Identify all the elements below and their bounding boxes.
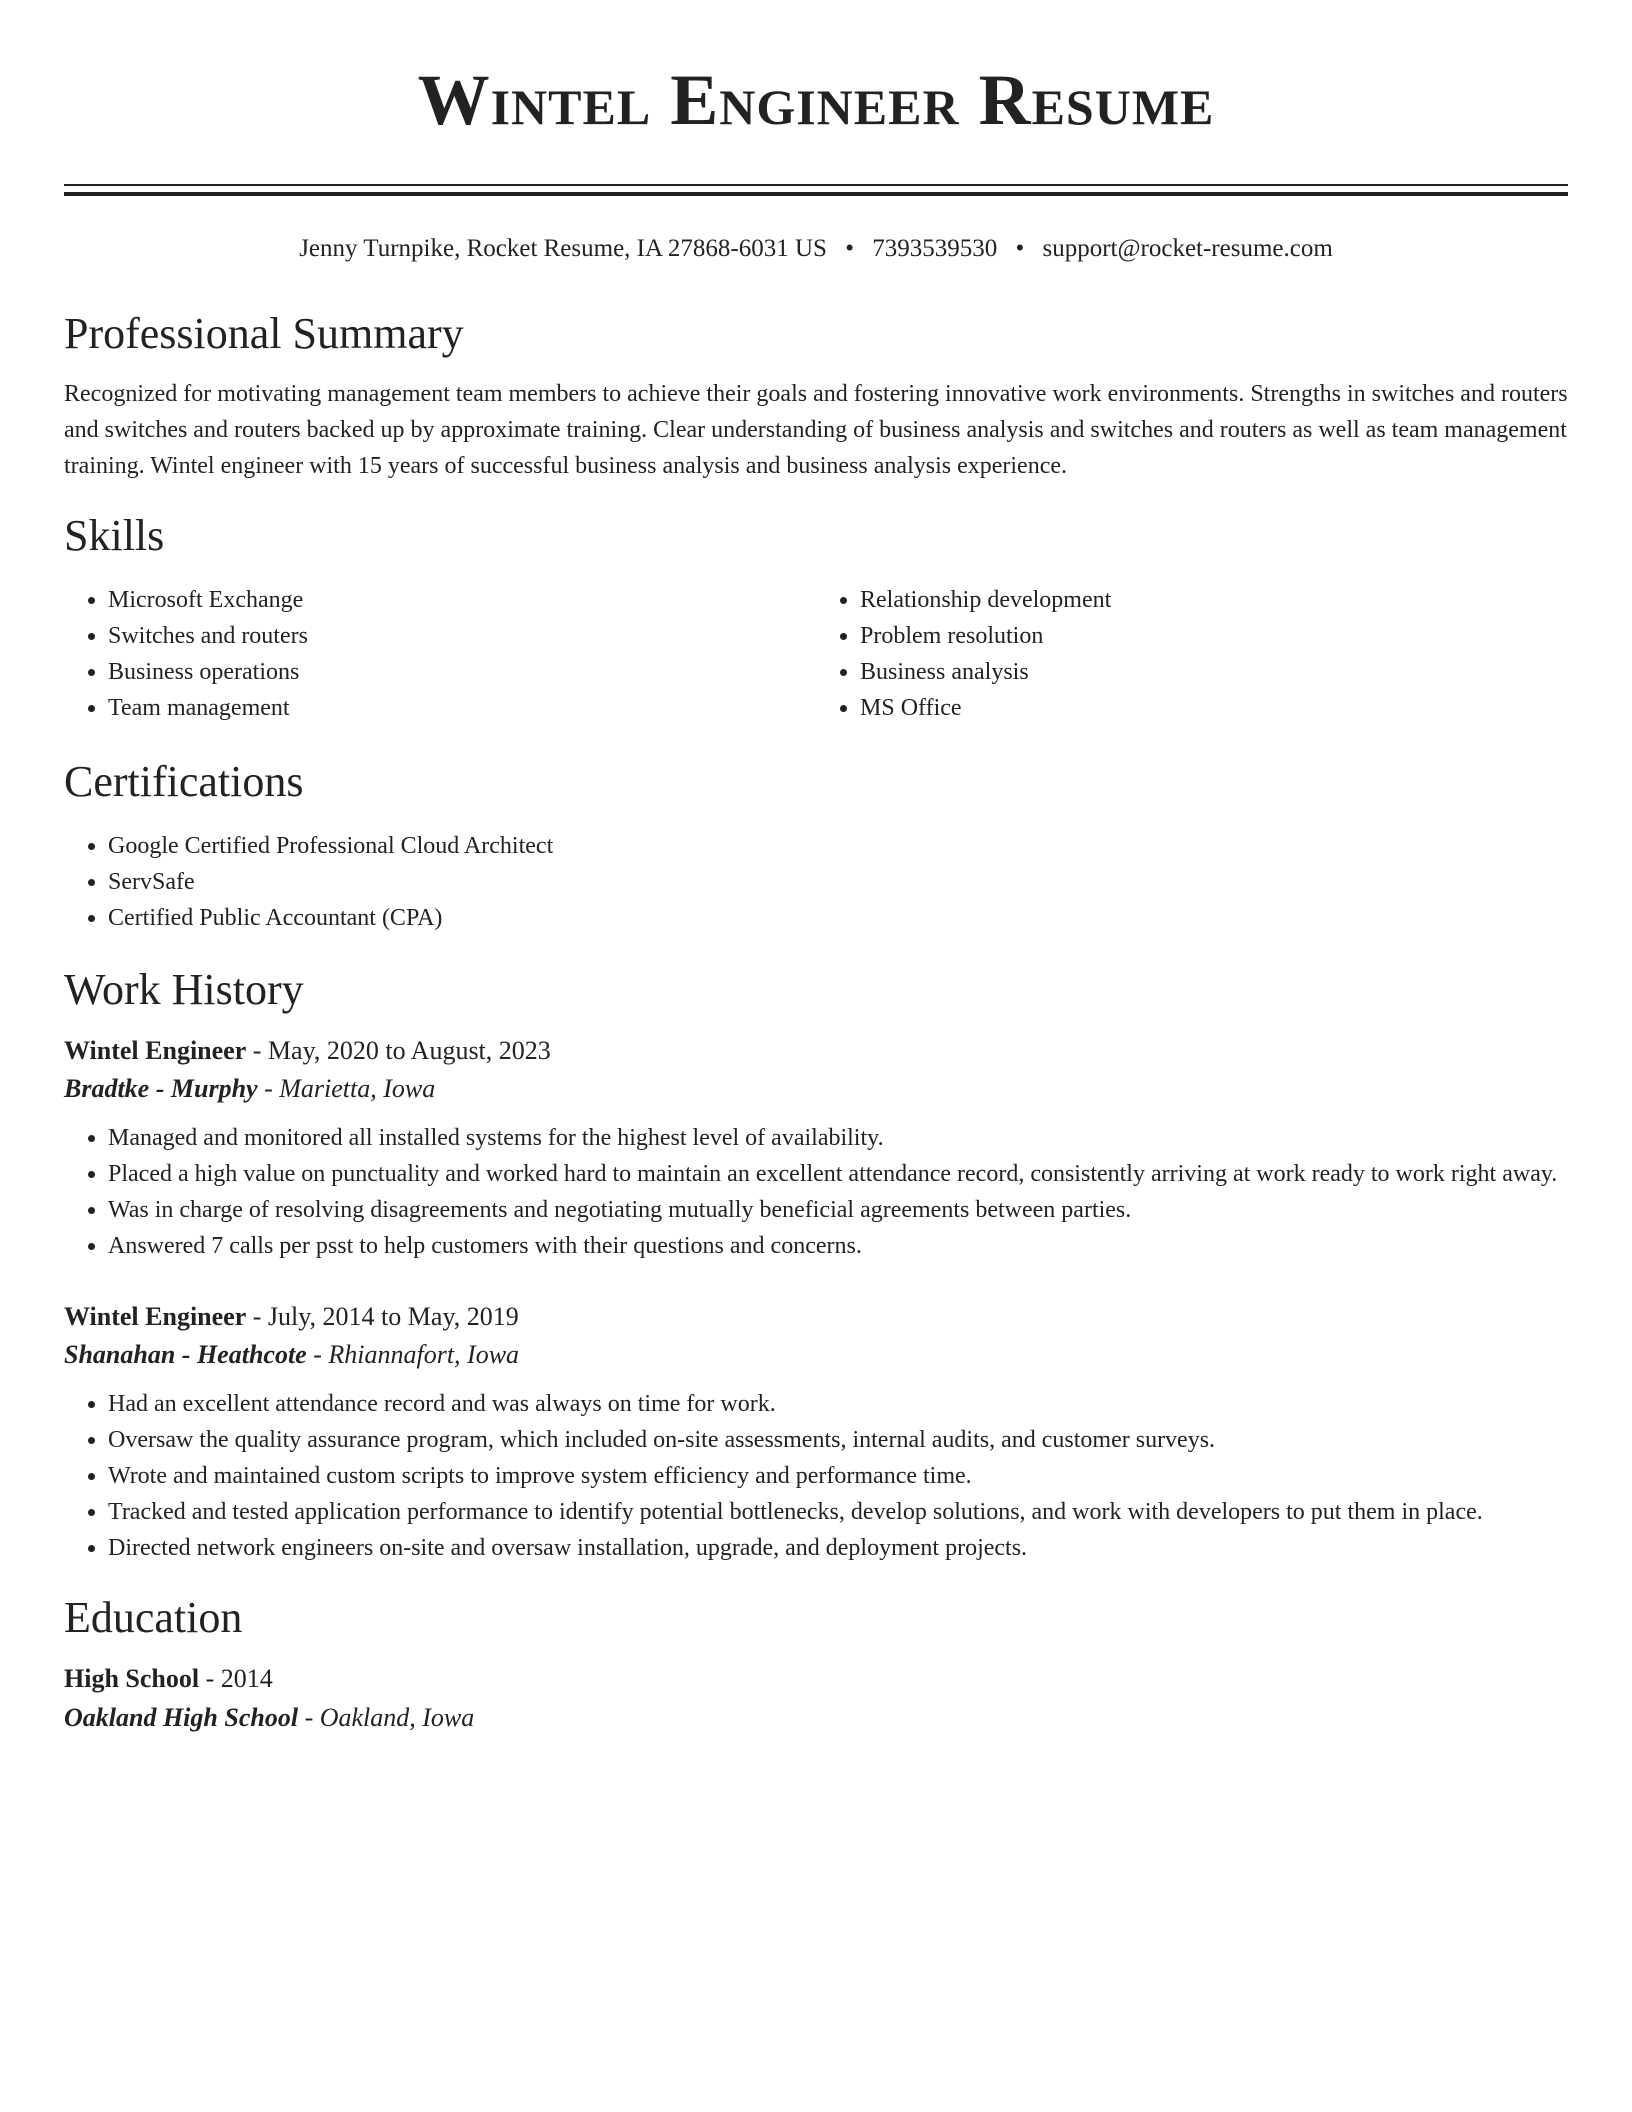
certification-item: • Certified Public Accountant (CPA) bbox=[108, 900, 1568, 936]
title-divider bbox=[64, 184, 1568, 196]
job-entry bbox=[64, 1032, 1568, 1264]
job-bullet: • Wrote and maintained custom scripts to improve system efficiency and performance time. bbox=[108, 1458, 1568, 1494]
skills-columns bbox=[64, 582, 1568, 726]
education-year: - 2014 bbox=[199, 1664, 273, 1693]
skill-item: • Switches and routers bbox=[108, 618, 816, 654]
education-degree: High School bbox=[64, 1664, 200, 1693]
skill-item: • Business operations bbox=[108, 654, 816, 690]
summary-text: Recognized for motivating management team members to achieve their goals and fostering innovative work environments. Strengths in switches and routers and switches and routers backed up by approximate training. Clear understanding of business analysis and switches and routers as well as team management training. Wintel engineer with 15 years of successful business analysis and business analysis experience. bbox=[64, 381, 1568, 479]
job-location: - Rhiannafort, Iowa bbox=[306, 1340, 520, 1369]
education-degree-line bbox=[64, 1660, 1568, 1698]
job-title-line bbox=[64, 1298, 1568, 1336]
skills-heading: Skills bbox=[64, 511, 165, 560]
skills-list-right bbox=[816, 582, 1568, 726]
certification-item: • Google Certified Professional Cloud Architect bbox=[108, 828, 1568, 864]
skills-list-left bbox=[64, 582, 816, 726]
resume-page bbox=[64, 0, 1568, 1738]
contact-separator: • bbox=[845, 235, 854, 262]
contact-separator: • bbox=[1015, 235, 1025, 262]
job-bullet: • Had an excellent attendance record and was always on time for work. bbox=[108, 1386, 1568, 1422]
job-bullets bbox=[64, 1386, 1568, 1566]
job-company-line bbox=[64, 1070, 1568, 1108]
skill-item: • Relationship development bbox=[860, 582, 1568, 618]
job-dates: - July, 2014 to May, 2019 bbox=[246, 1302, 519, 1331]
resume-title: Wintel Engineer Resume bbox=[417, 60, 1215, 140]
summary-heading: Professional Summary bbox=[64, 309, 464, 358]
contact-phone: 7393539530 bbox=[872, 235, 998, 262]
education-location: - Oakland, Iowa bbox=[298, 1703, 475, 1732]
job-entry bbox=[64, 1298, 1568, 1566]
job-company-line bbox=[64, 1336, 1568, 1374]
work-history-heading: Work History bbox=[64, 965, 304, 1014]
skill-item: • Business analysis bbox=[860, 654, 1568, 690]
job-bullet: • Tracked and tested application performance to identify potential bottlenecks, develop solutions, and work with developers to put them in place. bbox=[108, 1494, 1568, 1530]
job-bullet: • Was in charge of resolving disagreements and negotiating mutually beneficial agreements between parties. bbox=[108, 1192, 1568, 1228]
skill-item: • MS Office bbox=[860, 690, 1568, 726]
job-company: Bradtke - Murphy bbox=[64, 1074, 258, 1103]
contact-line bbox=[64, 232, 1568, 266]
divider-line-thin bbox=[64, 184, 1568, 186]
certifications-list bbox=[64, 828, 1568, 936]
job-location: - Marietta, Iowa bbox=[257, 1074, 436, 1103]
job-bullet: • Directed network engineers on-site and oversaw installation, upgrade, and deployment projects. bbox=[108, 1530, 1568, 1566]
education-heading: Education bbox=[64, 1593, 243, 1642]
job-dates: - May, 2020 to August, 2023 bbox=[246, 1036, 551, 1065]
job-company: Shanahan - Heathcote bbox=[64, 1340, 307, 1369]
job-bullet: • Oversaw the quality assurance program, which included on-site assessments, internal audits, and customer surveys. bbox=[108, 1422, 1568, 1458]
skill-item: • Team management bbox=[108, 690, 816, 726]
job-bullet: • Managed and monitored all installed systems for the highest level of availability. bbox=[108, 1120, 1568, 1156]
education-school: Oakland High School bbox=[64, 1703, 299, 1732]
education-school-line bbox=[64, 1698, 1568, 1738]
certifications-heading: Certifications bbox=[64, 757, 304, 806]
job-title-line bbox=[64, 1032, 1568, 1070]
skill-item: • Problem resolution bbox=[860, 618, 1568, 654]
job-title: Wintel Engineer bbox=[64, 1302, 247, 1331]
job-bullet: • Answered 7 calls per psst to help customers with their questions and concerns. bbox=[108, 1228, 1568, 1264]
job-title: Wintel Engineer bbox=[64, 1036, 247, 1065]
contact-email: support@rocket-resume.com bbox=[1042, 235, 1333, 262]
job-bullets bbox=[64, 1120, 1568, 1264]
job-bullet: • Placed a high value on punctuality and worked hard to maintain an excellent attendance record, consistently arriving at work ready to work right away. bbox=[108, 1156, 1568, 1192]
contact-address: Jenny Turnpike, Rocket Resume, IA 27868-6031 US bbox=[299, 235, 827, 262]
divider-line-thick bbox=[64, 192, 1568, 196]
certification-item: • ServSafe bbox=[108, 864, 1568, 900]
skill-item: • Microsoft Exchange bbox=[108, 582, 816, 618]
